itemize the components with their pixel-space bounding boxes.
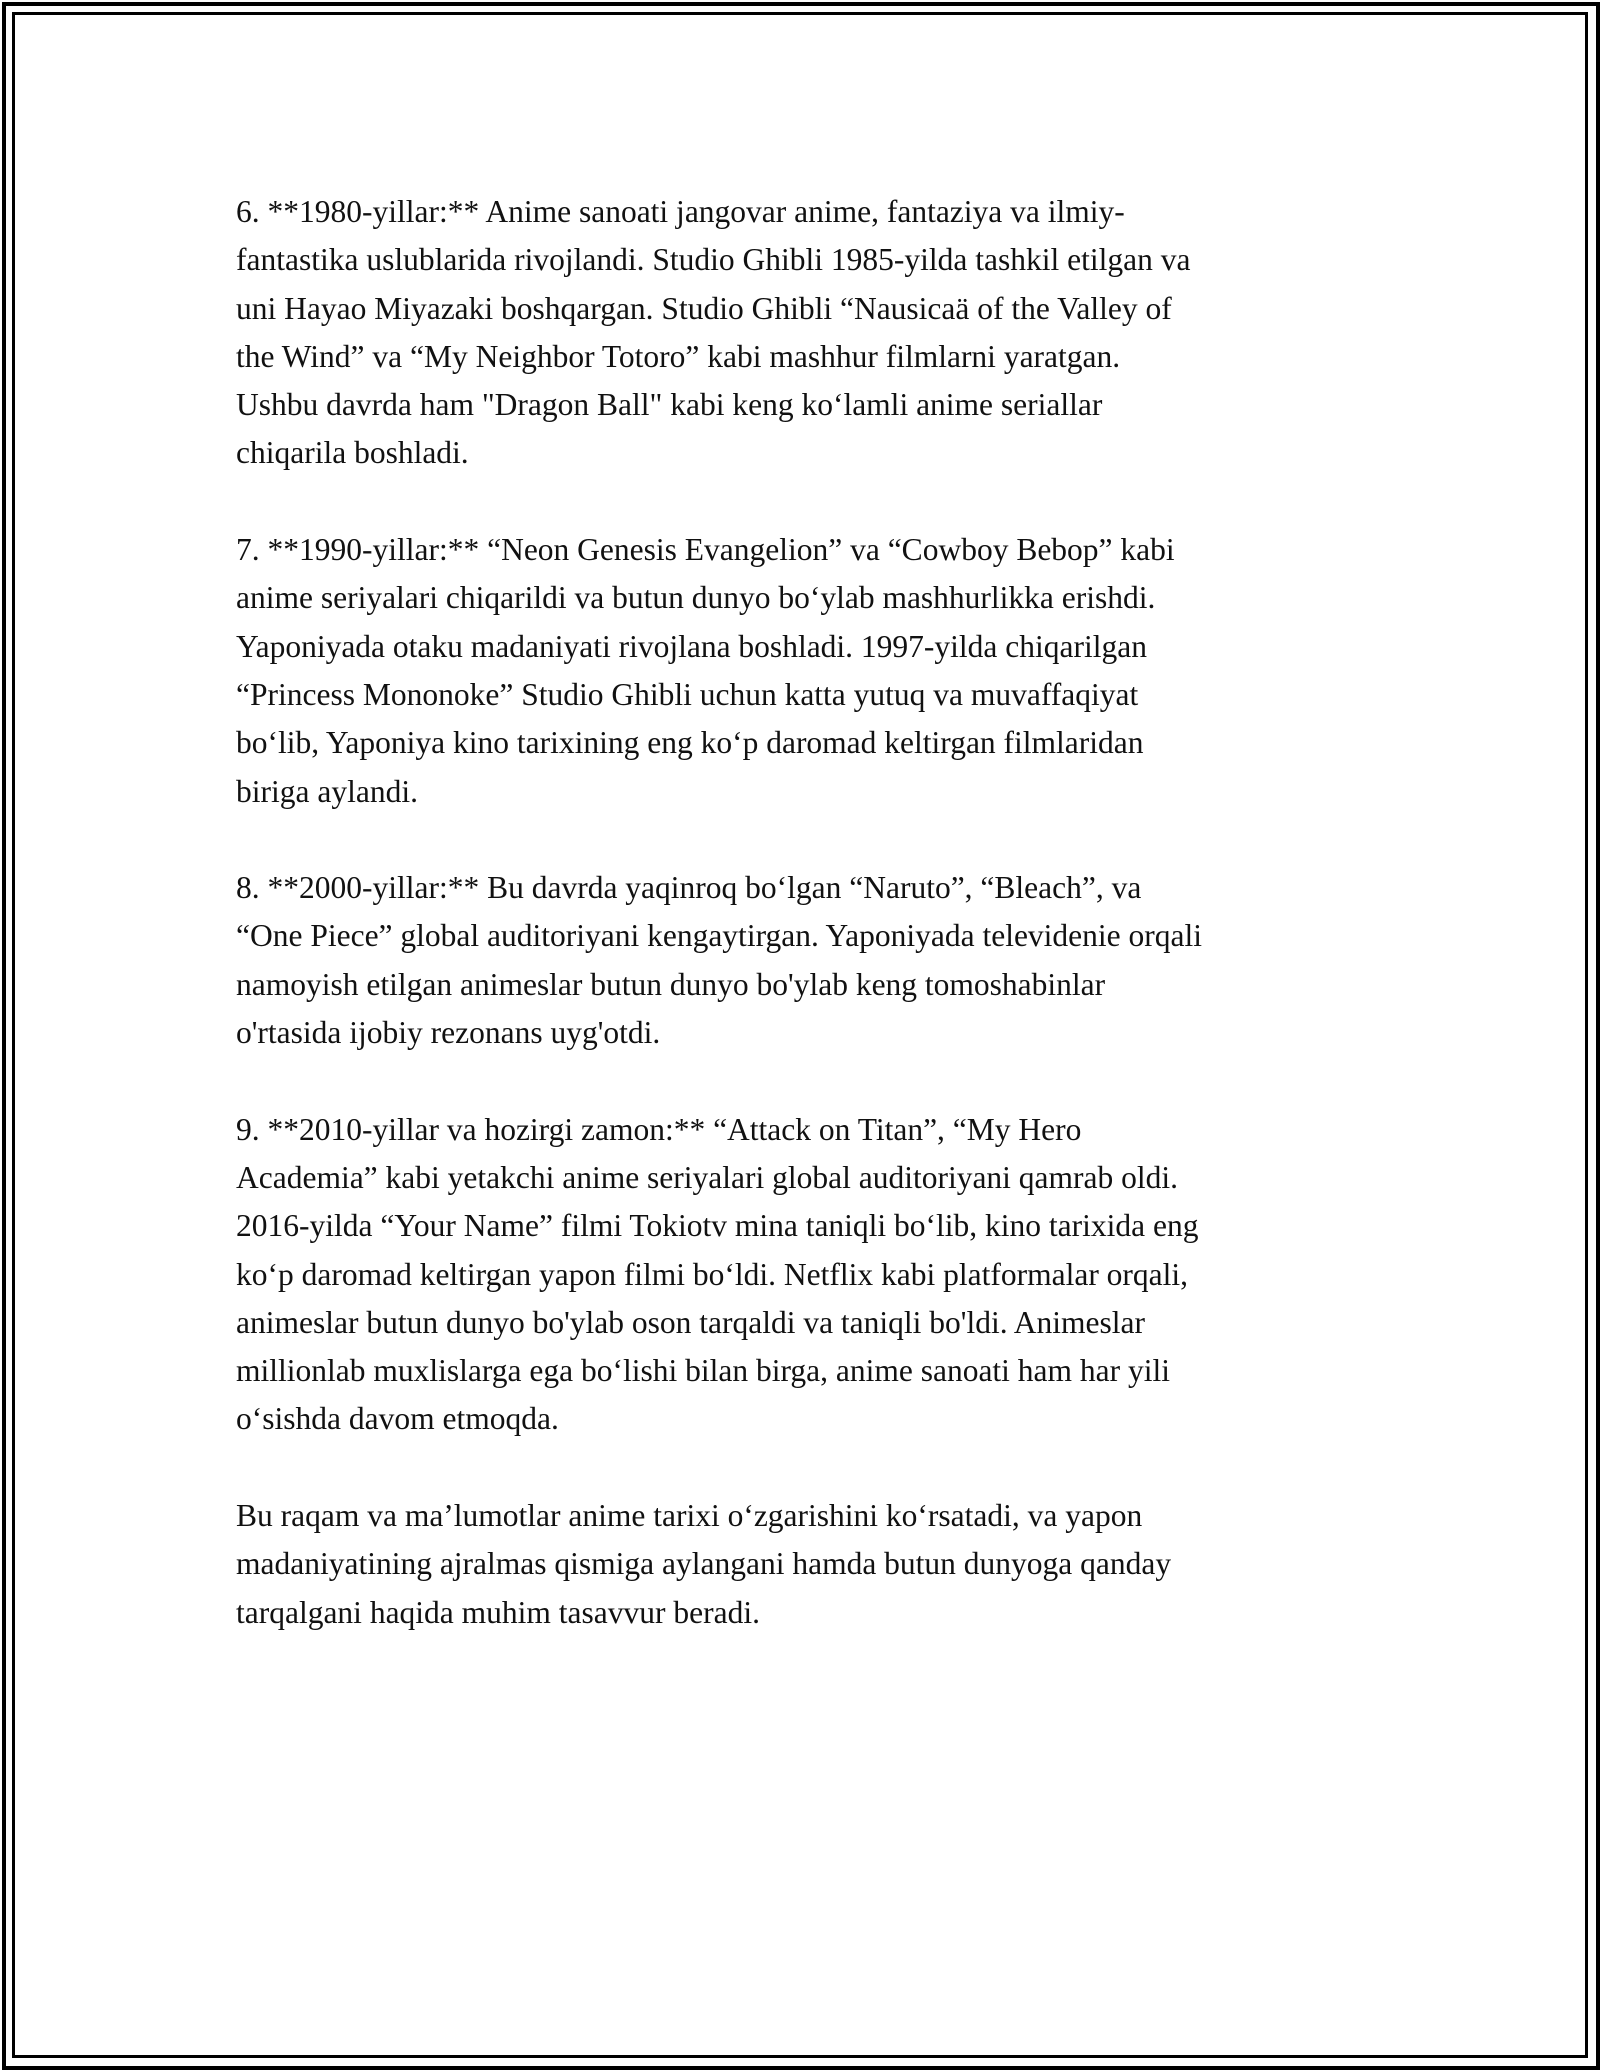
paragraph-1990s: 7. **1990-yillar:** “Neon Genesis Evangelion” va “Cowboy Bebop” kabi anime seriyalari chiqarildi va butun dunyo boʻylab mashhurlikka erishdi. Yaponiyada otaku madaniyati rivojlana boshladi. 1997-yilda chiqarilgan “Princess Mononoke” Studio Ghibli uchun katta yutuq va muvaffaqiyat boʻlib, Yaponiya kino tarixining eng koʻp daromad keltirgan filmlaridan biriga aylandi. [236,532,1175,809]
paragraph-1980s: 6. **1980-yillar:** Anime sanoati jangovar anime, fantaziya va ilmiy- fantastika uslublarida rivojlandi. Studio Ghibli 1985-yilda tashkil etilgan va uni Hayao Miyazaki boshqargan. Studio Ghibli “Nausicaä of the Valley of the Wind” va “My Neighbor Totoro” kabi mashhur filmlarni yaratgan. Ushbu davrda ham "Dragon Ball" kabi keng koʻlamli anime seriallar chiqarila boshladi. [236,194,1191,471]
paragraph-2010s: 9. **2010-yillar va hozirgi zamon:** “Attack on Titan”, “My Hero Academia” kabi yetakchi anime seriyalari global auditoriyani qamrab oldi. 2016-yilda “Your Name” filmi Tokiotv mina taniqli boʻlib, kino tarixida eng koʻp daromad keltirgan yapon filmi boʻldi. Netflix kabi platformalar orqali, animeslar butun dunyo bo'ylab oson tarqaldi va taniqli bo'ldi. Animeslar millionlab muxlislarga ega boʻlishi bilan birga, anime sanoati ham har yili oʻsishda davom etmoqda. [236,1111,1199,1437]
paragraph-2000s: 8. **2000-yillar:** Bu davrda yaqinroq boʻlgan “Naruto”, “Bleach”, va “One Piece” global auditoriyani kengaytirgan. Yaponiyada televidenie orqali namoyish etilgan animeslar butun dunyo bo'ylab keng tomoshabinlar o'rtasida ijobiy rezonans uyg'otdi. [236,870,1202,1051]
document-body [236,188,1386,1685]
paragraph-conclusion: Bu raqam va maʼlumotlar anime tarixi oʻzgarishini koʻrsatadi, va yapon madaniyatining ajralmas qismiga aylangani hamda butun dunyoga qanday tarqalgani haqida muhim tasavvur beradi. [236,1498,1172,1630]
